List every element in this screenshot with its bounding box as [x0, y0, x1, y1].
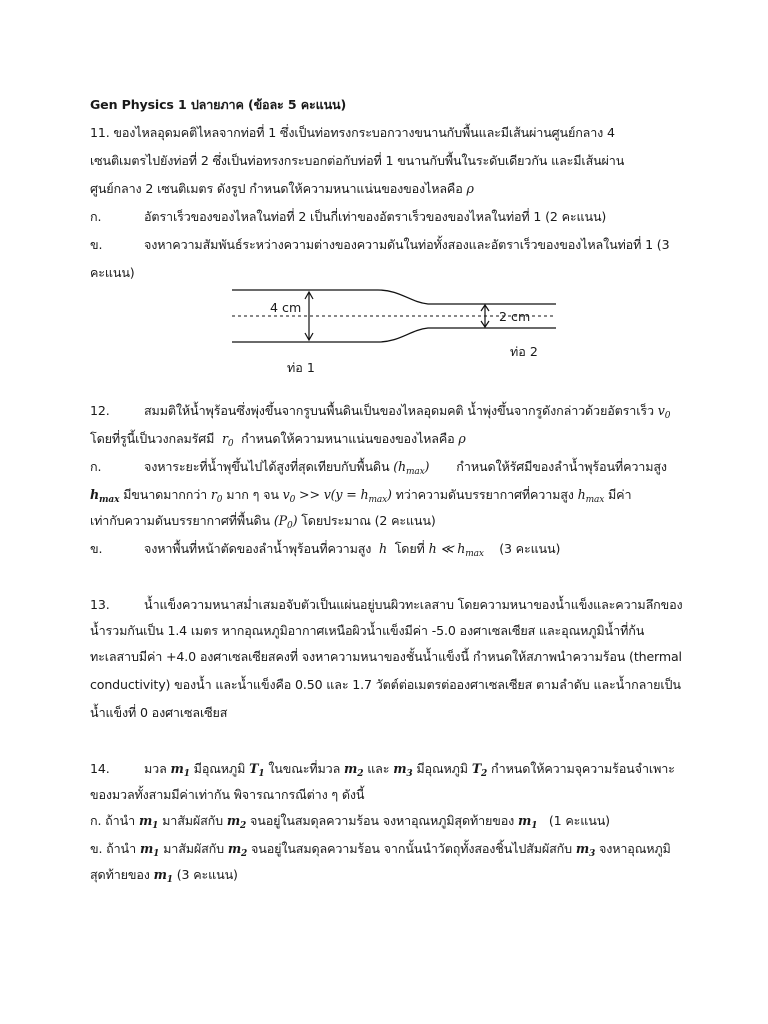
q11-line-1: 11. ของไหลอุดมคติไหลจากท่อที่ 1 ซึ่งเป็นท่อทรงกระบอกวางขนานกับพื้นและมีเส้นผ่านศูนย์กลาง 4 [90, 125, 615, 140]
m1-symbol: $m_1$ [170, 761, 190, 779]
q14-part-b [90, 840, 708, 863]
m1-symbol: $m_1$ [518, 813, 538, 831]
q14-text: สุดท้ายของ [90, 867, 150, 882]
q12-text: โดยประมาณ (2 คะแนน) [301, 513, 436, 528]
q13-line-5: น้ำแข็งที่ 0 องศาเซลเซียส [90, 705, 228, 720]
q14-text: และ [367, 761, 390, 776]
t1-symbol: $T_1$ [249, 761, 265, 779]
q14-text: มาสัมผัสกับ [163, 841, 224, 856]
r0-symbol: $r_0$ [218, 431, 234, 449]
q12-text: มีค่า [608, 487, 632, 502]
q12-part-b-text: จงหาพื้นที่หน้าตัดของลำน้ำพุร้อนที่ความสูง [144, 541, 372, 556]
pipe-1-label: ท่อ 1 [287, 360, 315, 375]
q14-line-2: ของมวลทั้งสามมีค่าเท่ากัน พิจารณากรณีต่าง ๆ ดังนี้ [90, 787, 365, 802]
q12-part-b-body [144, 540, 560, 563]
diameter-1-label: 4 cm [270, 300, 302, 315]
q12-part-a-text-b: กำหนดให้รัศมีของลำน้ำพุร้อนที่ความสูง [456, 459, 667, 474]
question-number: 12. [90, 403, 110, 418]
m1-symbol: $m_1$ [138, 813, 159, 831]
q14-line-1 [90, 760, 708, 778]
q12-part-b [90, 540, 708, 558]
rho-symbol: ρ [458, 431, 466, 446]
q14-text: จนอยู่ในสมดุลความร้อน จงหาอุณหภูมิสุดท้ายของ [250, 813, 515, 828]
q13-line-1-text: น้ำแข็งความหนาสม่ำเสมอจับตัวเป็นแผ่นอยู่บนผิวทะเลสาบ โดยความหนาของน้ำแข็งและความลึกของ [144, 597, 683, 612]
q14-text: ในขณะที่มวล [268, 761, 341, 776]
h-condition: h ≪ $h_{max}$ [428, 541, 484, 559]
q12-line-1-text: สมมติให้น้ำพุร้อนซึ่งพุ่งขึ้นจากรูบนพื้นดินเป็นของไหลอุดมคติ น้ำพุ่งขึ้นจากรูดังกล่าวด้วยอัตราเร็ว [144, 403, 654, 418]
q14-text: มาสัมผัสกับ [162, 813, 223, 828]
m2-symbol: $m_2$ [344, 761, 364, 779]
m1-symbol: $m_1$ [153, 867, 173, 885]
q12-part-b-score: (3 คะแนน) [499, 541, 561, 556]
q11-part-b-cont: คะแนน) [90, 265, 135, 280]
q12-text: มาก ๆ จน [226, 487, 279, 502]
m3-symbol: $m_3$ [393, 761, 413, 779]
q14-text: จงหาอุณหภูมิ [599, 841, 671, 856]
q14-text: ข. ถ้านำ [90, 841, 137, 856]
q11-part-a-text: อัตราเร็วของของไหลในท่อที่ 2 เป็นกี่เท่าของอัตราเร็วของของไหลในท่อที่ 1 (2 คะแนน) [144, 209, 607, 224]
q12-line-2-text: โดยที่รูนี้เป็นวงกลมรัศมี [90, 431, 215, 446]
q12-part-a-line-2 [90, 486, 708, 509]
q11-line-3-text: ศูนย์กลาง 2 เซนติเมตร ดังรูป กำหนดให้ความหนาแน่นของของไหลคือ [90, 181, 463, 196]
q11-part-b-text: จงหาความสัมพันธ์ระหว่างความต่างของความดันในท่อทั้งสองและอัตราเร็วของของไหลในท่อที่ 1 (3 [144, 237, 670, 252]
q12-line-1-body [144, 402, 670, 425]
question-number: 13. [90, 597, 110, 612]
q12-text: เท่ากับความดันบรรยากาศที่พื้นดิน [90, 513, 271, 528]
part-marker: ก. [90, 209, 102, 224]
q13-line-3: ทะเลสาบมีค่า +4.0 องศาเซลเซียสคงที่ จงหาความหนาของชั้นน้ำแข็งนี้ กำหนดให้สภาพนำความร้อน (thermal [90, 649, 682, 664]
q11-line-2: เซนติเมตรไปยังท่อที่ 2 ซึ่งเป็นท่อทรงกระบอกต่อกับท่อที่ 1 ขนานกับพื้นในระดับเดียวกัน และมีเส้นผ่าน [90, 153, 625, 168]
q14-text: มวล [144, 761, 167, 776]
h-symbol: h [375, 541, 391, 556]
m2-symbol: $m_2$ [226, 813, 247, 831]
q14-text: จนอยู่ในสมดุลความร้อน จากนั้นนำวัตถุทั้งสองชิ้นไปสัมผัสกับ [251, 841, 572, 856]
r0-symbol: $r_0$ [210, 487, 223, 505]
q14-line-1-body [144, 760, 675, 783]
m1-symbol: $m_1$ [139, 841, 160, 859]
q13-line-1 [90, 596, 708, 614]
t2-symbol: $T_2$ [471, 761, 488, 779]
page-title: Gen Physics 1 ปลายภาค (ข้อละ 5 คะแนน) [90, 97, 347, 112]
q14-score: (1 คะแนน) [548, 813, 610, 828]
q12-part-b-text-b: โดยที่ [394, 541, 425, 556]
q12-line-1 [90, 402, 708, 420]
diameter-2-label: 2 cm [499, 309, 531, 324]
q14-part-b-line-2 [90, 866, 708, 889]
q14-score: (3 คะแนน) [176, 867, 238, 882]
q12-text: ทว่าความดันบรรยากาศที่ความสูง [395, 487, 574, 502]
part-marker: ข. [90, 541, 103, 556]
m2-symbol: $m_2$ [227, 841, 248, 859]
q12-text: มีขนาดมากกว่า [123, 487, 208, 502]
q12-part-a-text: จงหาระยะที่น้ำพุขึ้นไปได้สูงที่สุดเทียบกับพื้นดิน [144, 459, 390, 474]
q12-line-2 [90, 430, 708, 453]
q12-part-a [90, 458, 708, 476]
hmax-symbol: $(h_{max})$ [393, 459, 430, 477]
q13-line-2: น้ำรวมกันเป็น 1.4 เมตร หากอุณหภูมิอากาศเหนือผิวน้ำแข็งมีค่า -5.0 องศาเซลเซียส และอุณหภูมิน้ำที่ก้น [90, 623, 645, 638]
q14-part-a [90, 812, 708, 835]
pipe-2-label: ท่อ 2 [510, 344, 538, 359]
q12-part-a-body [144, 458, 667, 481]
q14-text: มีอุณหภูมิ [193, 761, 246, 776]
q14-text: ก. ถ้านำ [90, 813, 136, 828]
hmax-symbol: $h_{max}$ [577, 487, 605, 505]
m3-symbol: $m_3$ [575, 841, 596, 859]
part-marker: ข. [90, 237, 103, 252]
rho-symbol: ρ [466, 181, 474, 196]
velocity-condition: $v_0 >> v(y = h_{max})$ [282, 487, 392, 505]
q13-line-4: conductivity) ของน้ำ และน้ำแข็งคือ 0.50 และ 1.7 วัตต์ต่อเมตรต่อองศาเซลเซียส ตามลำดับ และน้ำกลายเป็น [90, 677, 681, 692]
part-marker: ก. [90, 459, 102, 474]
p0-symbol: $(P_0)$ [273, 513, 298, 531]
q14-text: กำหนดให้ความจุความร้อนจำเพาะ [491, 761, 675, 776]
q12-line-2-text-b: กำหนดให้ความหนาแน่นของของไหลคือ [241, 431, 455, 446]
v0-symbol: $v_0$ [657, 403, 671, 421]
hmax-symbol: $h_{max}$ [90, 487, 120, 505]
pipe-bottom-wall [232, 328, 556, 342]
question-number: 14. [90, 761, 110, 776]
q14-text: มีอุณหภูมิ [416, 761, 468, 776]
q12-part-a-line-3 [90, 512, 708, 535]
